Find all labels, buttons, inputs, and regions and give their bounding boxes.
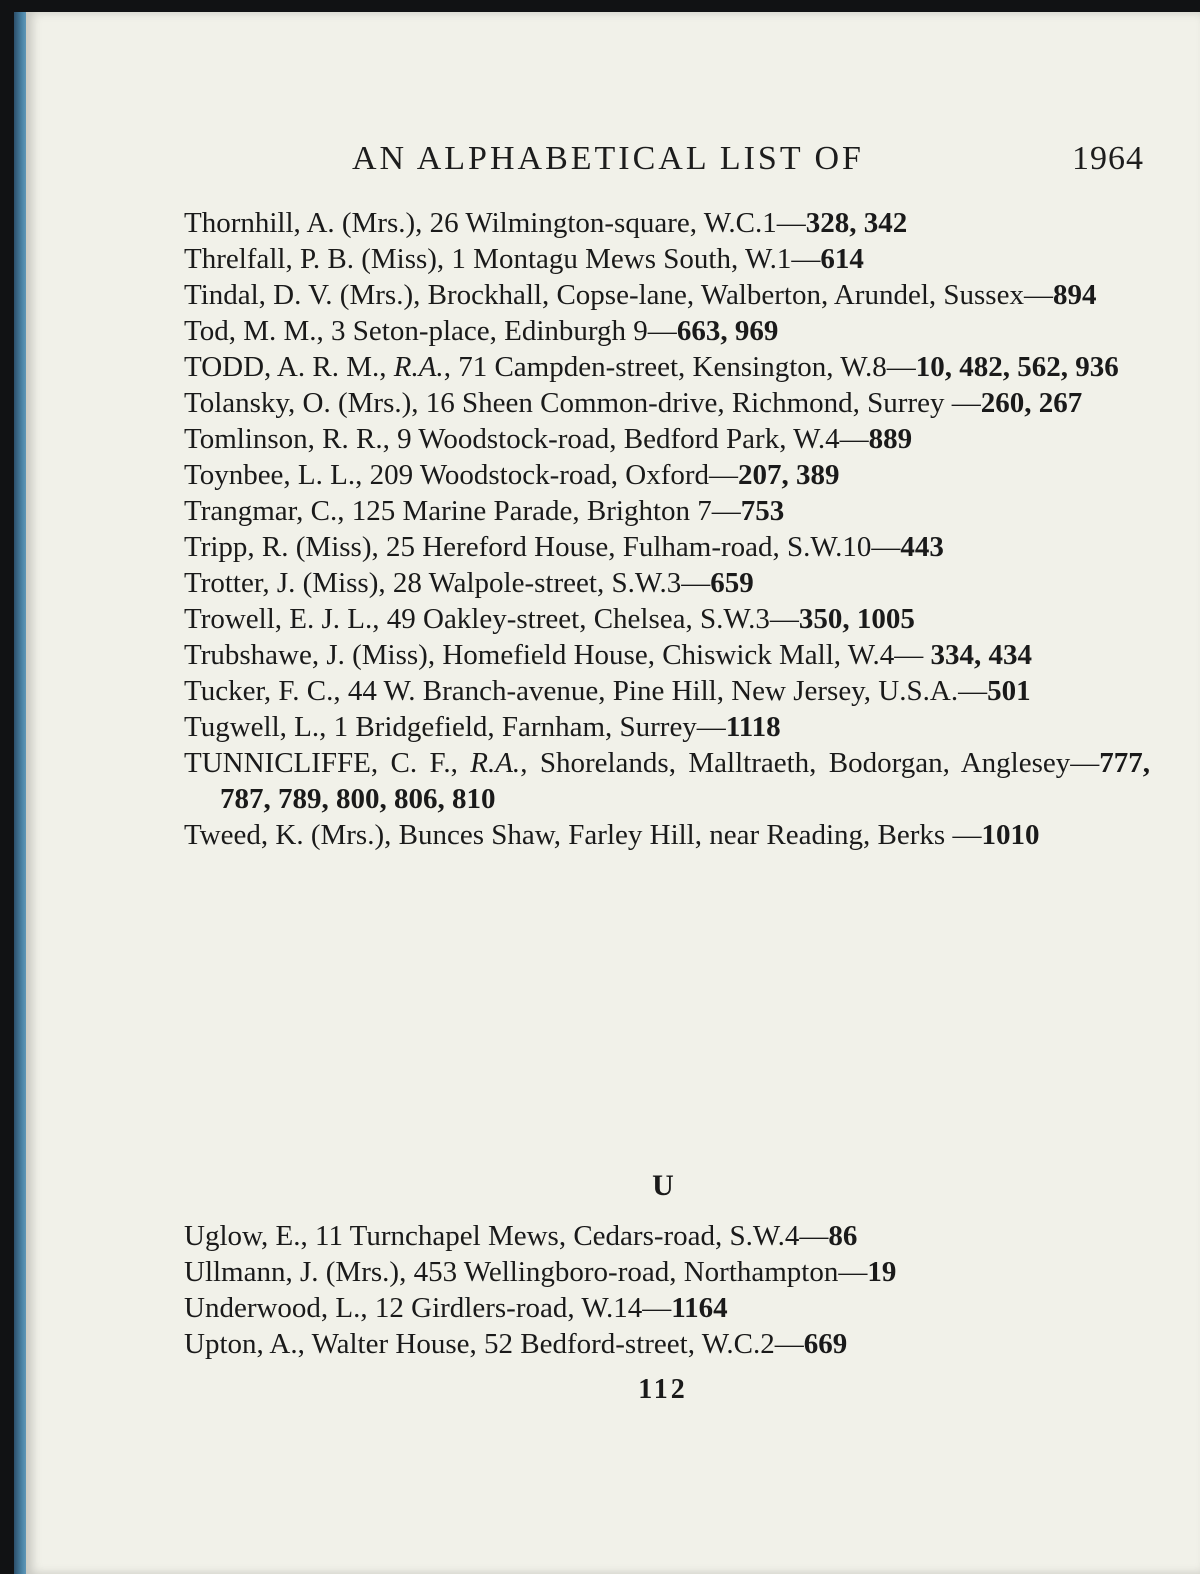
list-item: Tod, M. M., 3 Seton-place, Edinburgh 9—663, 969 <box>184 315 779 347</box>
list-item: Tomlinson, R. R., 9 Woodstock-road, Bedford Park, W.4—889 <box>184 423 913 455</box>
list-item: Trangmar, C., 125 Marine Parade, Brighton 7—753 <box>184 495 785 527</box>
list-item: TUNNICLIFFE, C. F., R.A., Shorelands, Malltraeth, Bodorgan, Anglesey—777, 787, 789, 800, 806, 810 <box>184 747 1150 815</box>
list-item: Trowell, E. J. L., 49 Oakley-street, Chelsea, S.W.3—350, 1005 <box>184 603 915 635</box>
list-item: Ullmann, J. (Mrs.), 453 Wellingboro-road, Northampton—19 <box>184 1256 897 1288</box>
list-item: Trubshawe, J. (Miss), Homefield House, Chiswick Mall, W.4— 334, 434 <box>184 639 1032 671</box>
section-letter-u: U <box>652 1169 674 1202</box>
list-item: Toynbee, L. L., 209 Woodstock-road, Oxford—207, 389 <box>184 459 840 491</box>
list-item: Threlfall, P. B. (Miss), 1 Montagu Mews South, W.1—614 <box>184 243 864 275</box>
entries-t <box>184 205 1150 853</box>
list-item: TODD, A. R. M., R.A., 71 Campden-street, Kensington, W.8—10, 482, 562, 936 <box>184 351 1119 383</box>
list-item: Thornhill, A. (Mrs.), 26 Wilmington-square, W.C.1—328, 342 <box>184 207 908 239</box>
page-year: 1964 <box>1072 140 1144 177</box>
list-item: Tripp, R. (Miss), 25 Hereford House, Fulham-road, S.W.10—443 <box>184 531 944 563</box>
entries-u <box>184 1218 1150 1362</box>
page-number: 112 <box>638 1374 688 1405</box>
list-item: Tugwell, L., 1 Bridgefield, Farnham, Surrey—1118 <box>184 711 781 743</box>
list-item: Tindal, D. V. (Mrs.), Brockhall, Copse-lane, Walberton, Arundel, Sussex—894 <box>184 279 1097 311</box>
list-item: Trotter, J. (Miss), 28 Walpole-street, S.W.3—659 <box>184 567 754 599</box>
list-item: Upton, A., Walter House, 52 Bedford-street, W.C.2—669 <box>184 1328 848 1360</box>
page-title: AN ALPHABETICAL LIST OF <box>352 140 864 177</box>
list-item: Tweed, K. (Mrs.), Bunces Shaw, Farley Hill, near Reading, Berks —1010 <box>184 819 1040 851</box>
running-head <box>26 140 1200 180</box>
book-page <box>26 12 1200 1574</box>
list-item: Uglow, E., 11 Turnchapel Mews, Cedars-road, S.W.4—86 <box>184 1220 858 1252</box>
list-item: Tolansky, O. (Mrs.), 16 Sheen Common-drive, Richmond, Surrey —260, 267 <box>184 387 1083 419</box>
list-item: Tucker, F. C., 44 W. Branch-avenue, Pine Hill, New Jersey, U.S.A.—501 <box>184 675 1031 707</box>
list-item: Underwood, L., 12 Girdlers-road, W.14—1164 <box>184 1292 728 1324</box>
